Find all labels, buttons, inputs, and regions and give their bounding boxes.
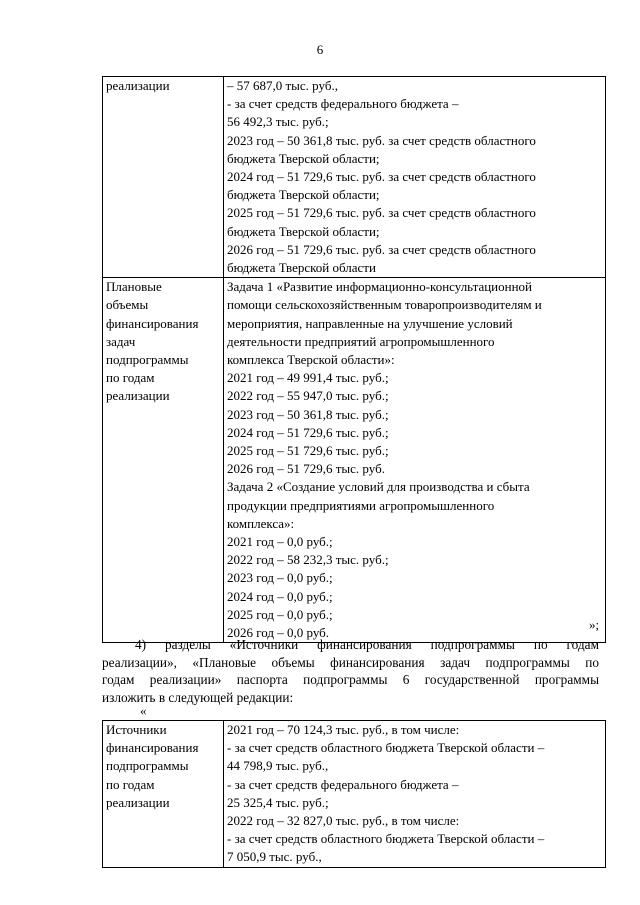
- value-line: бюджета Тверской области;: [227, 150, 380, 166]
- value-line: мероприятия, направленные на улучшение условий: [227, 315, 513, 331]
- opening-quote: «: [140, 703, 147, 718]
- value-line: 2025 год – 51 729,6 тыс. руб.;: [227, 443, 389, 459]
- paragraph-line: годам реализации» паспорта подпрограммы 6 государственной программы: [102, 672, 599, 688]
- row-value-cell: [224, 278, 606, 643]
- amendment-paragraph: [102, 636, 599, 706]
- paragraph-line: реализации», «Плановые объемы финансирования задач подпрограммы по: [102, 654, 599, 670]
- value-line: Задача 2 «Создание условий для производства и сбыта: [227, 479, 530, 495]
- value-line: - за счет средств федерального бюджета –: [227, 776, 459, 792]
- row-value-cell: [224, 721, 606, 868]
- row-value-cell: [224, 77, 606, 278]
- value-line: продукции предприятиями агропромышленного: [227, 497, 495, 513]
- value-line: 2023 год – 50 361,8 тыс. руб.;: [227, 406, 389, 422]
- row-label-cell: [103, 721, 224, 868]
- row-label-line: финансирования: [106, 740, 199, 756]
- table-row: [103, 721, 606, 868]
- row-label-cell: [103, 278, 224, 643]
- value-line: 2026 год – 51 729,6 тыс. руб.: [227, 461, 385, 477]
- row-label-line: подпрограммы: [106, 758, 189, 774]
- row-label-line: подпрограммы: [106, 352, 189, 368]
- value-line: 2022 год – 32 827,0 тыс. руб., в том числе:: [227, 813, 460, 829]
- row-label-line: реализации: [106, 794, 170, 810]
- page-number: 6: [316, 42, 324, 57]
- value-line: 2024 год – 51 729,6 тыс. руб. за счет средств областного: [227, 169, 536, 185]
- value-line: 2026 год – 0,0 руб.: [227, 625, 330, 641]
- value-line: деятельности предприятий агропромышленного: [227, 333, 495, 349]
- row-label-line: реализации: [106, 388, 170, 404]
- value-line: бюджета Тверской области;: [227, 187, 380, 203]
- value-line: бюджета Тверской области: [227, 260, 376, 276]
- row-label-line: объемы: [106, 297, 149, 313]
- table-row: [103, 77, 606, 278]
- value-line: 2024 год – 51 729,6 тыс. руб.;: [227, 424, 389, 440]
- value-line: 2022 год – 58 232,3 тыс. руб.;: [227, 552, 389, 568]
- value-line: 2022 год – 55 947,0 тыс. руб.;: [227, 388, 389, 404]
- row-label-cell: [103, 77, 224, 278]
- passport-table-continued: [102, 76, 606, 643]
- value-line: 2025 год – 0,0 руб.;: [227, 606, 333, 622]
- value-line: 2021 год – 0,0 руб.;: [227, 534, 333, 550]
- row-label-line: по годам: [106, 776, 155, 792]
- closing-quote: »;: [589, 617, 600, 632]
- value-line: - за счет средств федерального бюджета –: [227, 96, 459, 112]
- row-label-line: задач: [106, 333, 136, 349]
- value-line: 25 325,4 тыс. руб.;: [227, 794, 329, 810]
- value-line: 2025 год – 51 729,6 тыс. руб. за счет средств областного: [227, 205, 536, 221]
- value-line: 56 492,3 тыс. руб.;: [227, 114, 329, 130]
- value-line: 2026 год – 51 729,6 тыс. руб. за счет средств областного: [227, 241, 536, 257]
- value-line: 2021 год – 49 991,4 тыс. руб.;: [227, 370, 389, 386]
- value-line: - за счет средств областного бюджета Тверской области –: [227, 831, 545, 847]
- value-line: - за счет средств областного бюджета Тверской области –: [227, 740, 545, 756]
- table-row: [103, 278, 606, 643]
- value-line: 2023 год – 50 361,8 тыс. руб. за счет средств областного: [227, 132, 536, 148]
- row-label-line: реализации: [106, 78, 170, 93]
- paragraph-line: изложить в следующей редакции:: [102, 689, 294, 705]
- value-line: 7 050,9 тыс. руб.,: [227, 849, 322, 865]
- paragraph-line: 4) разделы «Источники финансирования подпрограммы по годам: [135, 637, 599, 652]
- row-label-line: финансирования: [106, 315, 199, 331]
- value-line: 2024 год – 0,0 руб.;: [227, 588, 333, 604]
- value-line: бюджета Тверской области;: [227, 223, 380, 239]
- value-line: 44 798,9 тыс. руб.,: [227, 758, 329, 774]
- value-line: комплекса»:: [227, 515, 295, 531]
- row-label-line: по годам: [106, 370, 155, 386]
- value-line: – 57 687,0 тыс. руб.,: [227, 78, 338, 93]
- passport-table-new: [102, 720, 606, 868]
- value-line: комплекса Тверской области»:: [227, 352, 395, 368]
- value-line: 2021 год – 70 124,3 тыс. руб., в том числе:: [227, 722, 460, 737]
- value-line: 2023 год – 0,0 руб.;: [227, 570, 333, 586]
- value-line: Задача 1 «Развитие информационно-консультационной: [227, 279, 533, 295]
- row-label-line: Источники: [106, 722, 167, 737]
- value-line: помощи сельскохозяйственным товаропроизводителям и: [227, 297, 542, 313]
- row-label-line: Плановые: [106, 279, 162, 295]
